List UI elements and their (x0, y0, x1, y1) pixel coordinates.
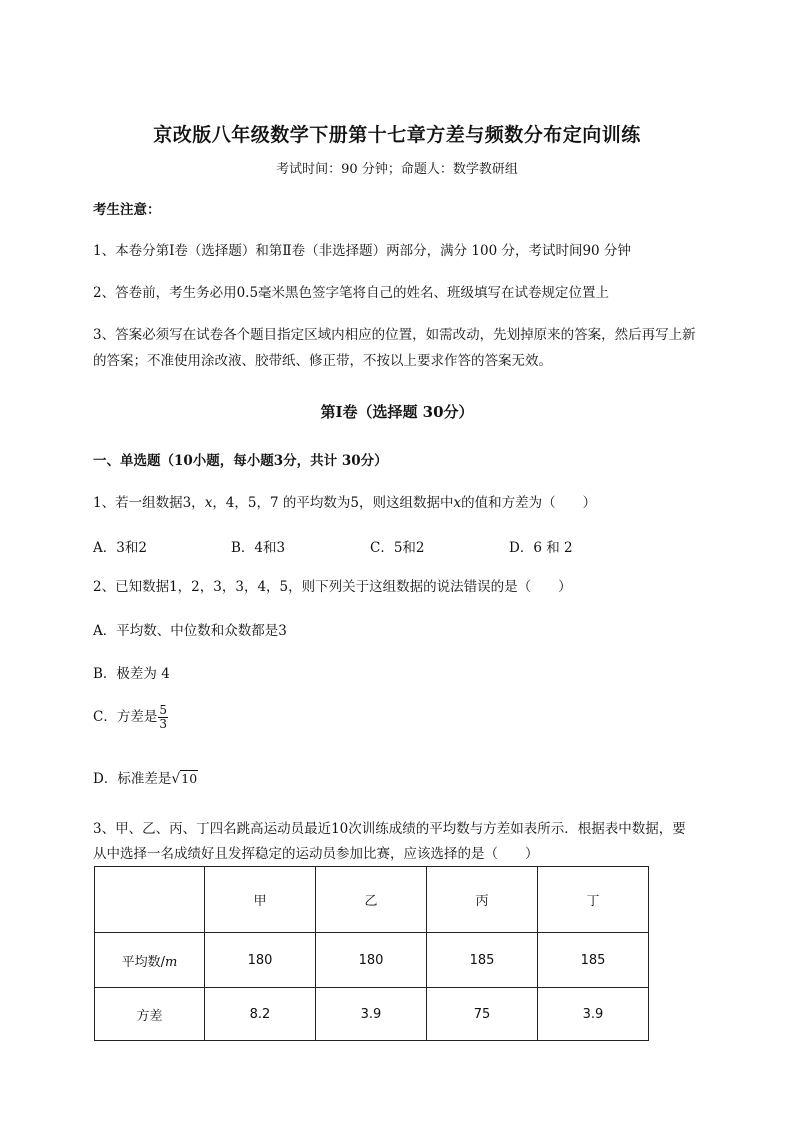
q1-stem-c: 的值和方差为（ ） (461, 495, 597, 511)
q2-option-c-label: C．方差是 (93, 709, 158, 725)
table-header-row (95, 867, 649, 933)
notice-heading: 考生注意： (93, 202, 161, 218)
mean-label-text: 平均数/ (121, 954, 166, 970)
question-3-stem-line1: 3、甲、乙、丙、丁四名跳高运动员最近10次训练成绩的平均数与方差如表所示．根据表中数据，要 (93, 821, 686, 837)
notice-item-3: 3、答案必须写在试卷各个题目指定区域内相应的位置，如需改动，先划掉原来的答案，然后再写上新 (93, 327, 696, 343)
fraction (158, 704, 168, 731)
q1-var-2: x (453, 495, 462, 511)
table-row-variance (95, 988, 649, 1041)
header-athlete-bing: 丙 (427, 867, 538, 933)
variance-bing: 75 (427, 988, 538, 1041)
header-athlete-yi: 乙 (316, 867, 427, 933)
fraction-denominator: 3 (159, 717, 167, 731)
header-athlete-ding: 丁 (538, 867, 649, 933)
q1-option-a[interactable]: A．3和2 (93, 540, 147, 556)
q2-option-d[interactable] (93, 767, 198, 787)
row-label-variance: 方差 (95, 988, 205, 1041)
sqrt-icon: √ (171, 771, 181, 787)
row-label-mean (95, 933, 205, 988)
notice-item-1: 1、本卷分第Ⅰ卷（选择题）和第Ⅱ卷（非选择题）两部分，满分 100 分，考试时间90 分钟 (93, 243, 631, 259)
mean-ding: 185 (538, 933, 649, 988)
q1-option-c[interactable]: C．5和2 (370, 540, 425, 556)
fraction-numerator: 5 (159, 703, 167, 717)
exam-info: 考试时间：90 分钟；命题人：数学教研组 (276, 162, 518, 177)
header-athlete-jia: 甲 (205, 867, 316, 933)
q2-option-a[interactable]: A．平均数、中位数和众数都是3 (93, 623, 287, 639)
q1-option-d[interactable]: D．6 和 2 (509, 540, 573, 556)
mean-bing: 185 (427, 933, 538, 988)
mean-yi: 180 (316, 933, 427, 988)
variance-ding: 3.9 (538, 988, 649, 1041)
mean-jia: 180 (205, 933, 316, 988)
question-2-stem: 2、已知数据1，2，3，3，4，5，则下列关于这组数据的说法错误的是（ ） (93, 579, 572, 595)
notice-item-2: 2、答卷前，考生务必用0.5毫米黑色签字笔将自己的姓名、班级填写在试卷规定位置上 (93, 285, 610, 301)
athlete-table (94, 866, 649, 1041)
mean-unit: m (165, 954, 178, 970)
q1-stem-a: 1、若一组数据3， (93, 495, 205, 511)
q1-option-b[interactable]: B．4和3 (231, 540, 286, 556)
variance-yi: 3.9 (316, 988, 427, 1041)
page-title: 京改版八年级数学下册第十七章方差与频数分布定向训练 (153, 124, 641, 146)
q2-option-c[interactable] (93, 704, 168, 731)
table-row-mean (95, 933, 649, 988)
q1-stem-b: ，4，5，7 的平均数为5，则这组数据中 (212, 495, 454, 511)
question-1-stem (93, 493, 596, 513)
notice-item-3-cont: 的答案；不准使用涂改液、胶带纸、修正带，不按以上要求作答的答案无效。 (93, 353, 552, 369)
q2-option-d-label: D．标准差是 (93, 771, 172, 787)
q2-option-b[interactable]: B．极差为 4 (93, 666, 170, 682)
sqrt-expression (171, 771, 198, 787)
variance-jia: 8.2 (205, 988, 316, 1041)
sqrt-radicand: 10 (181, 771, 198, 786)
part-heading: 一、单选题（10小题，每小题3分，共计 30分） (93, 453, 388, 469)
section-title: 第Ⅰ卷（选择题 30分） (320, 403, 474, 421)
q1-var: x (204, 495, 213, 511)
table-corner-cell (95, 867, 205, 933)
question-3-stem-line2: 从中选择一名成绩好且发挥稳定的运动员参加比赛，应该选择的是（ ） (93, 846, 539, 862)
